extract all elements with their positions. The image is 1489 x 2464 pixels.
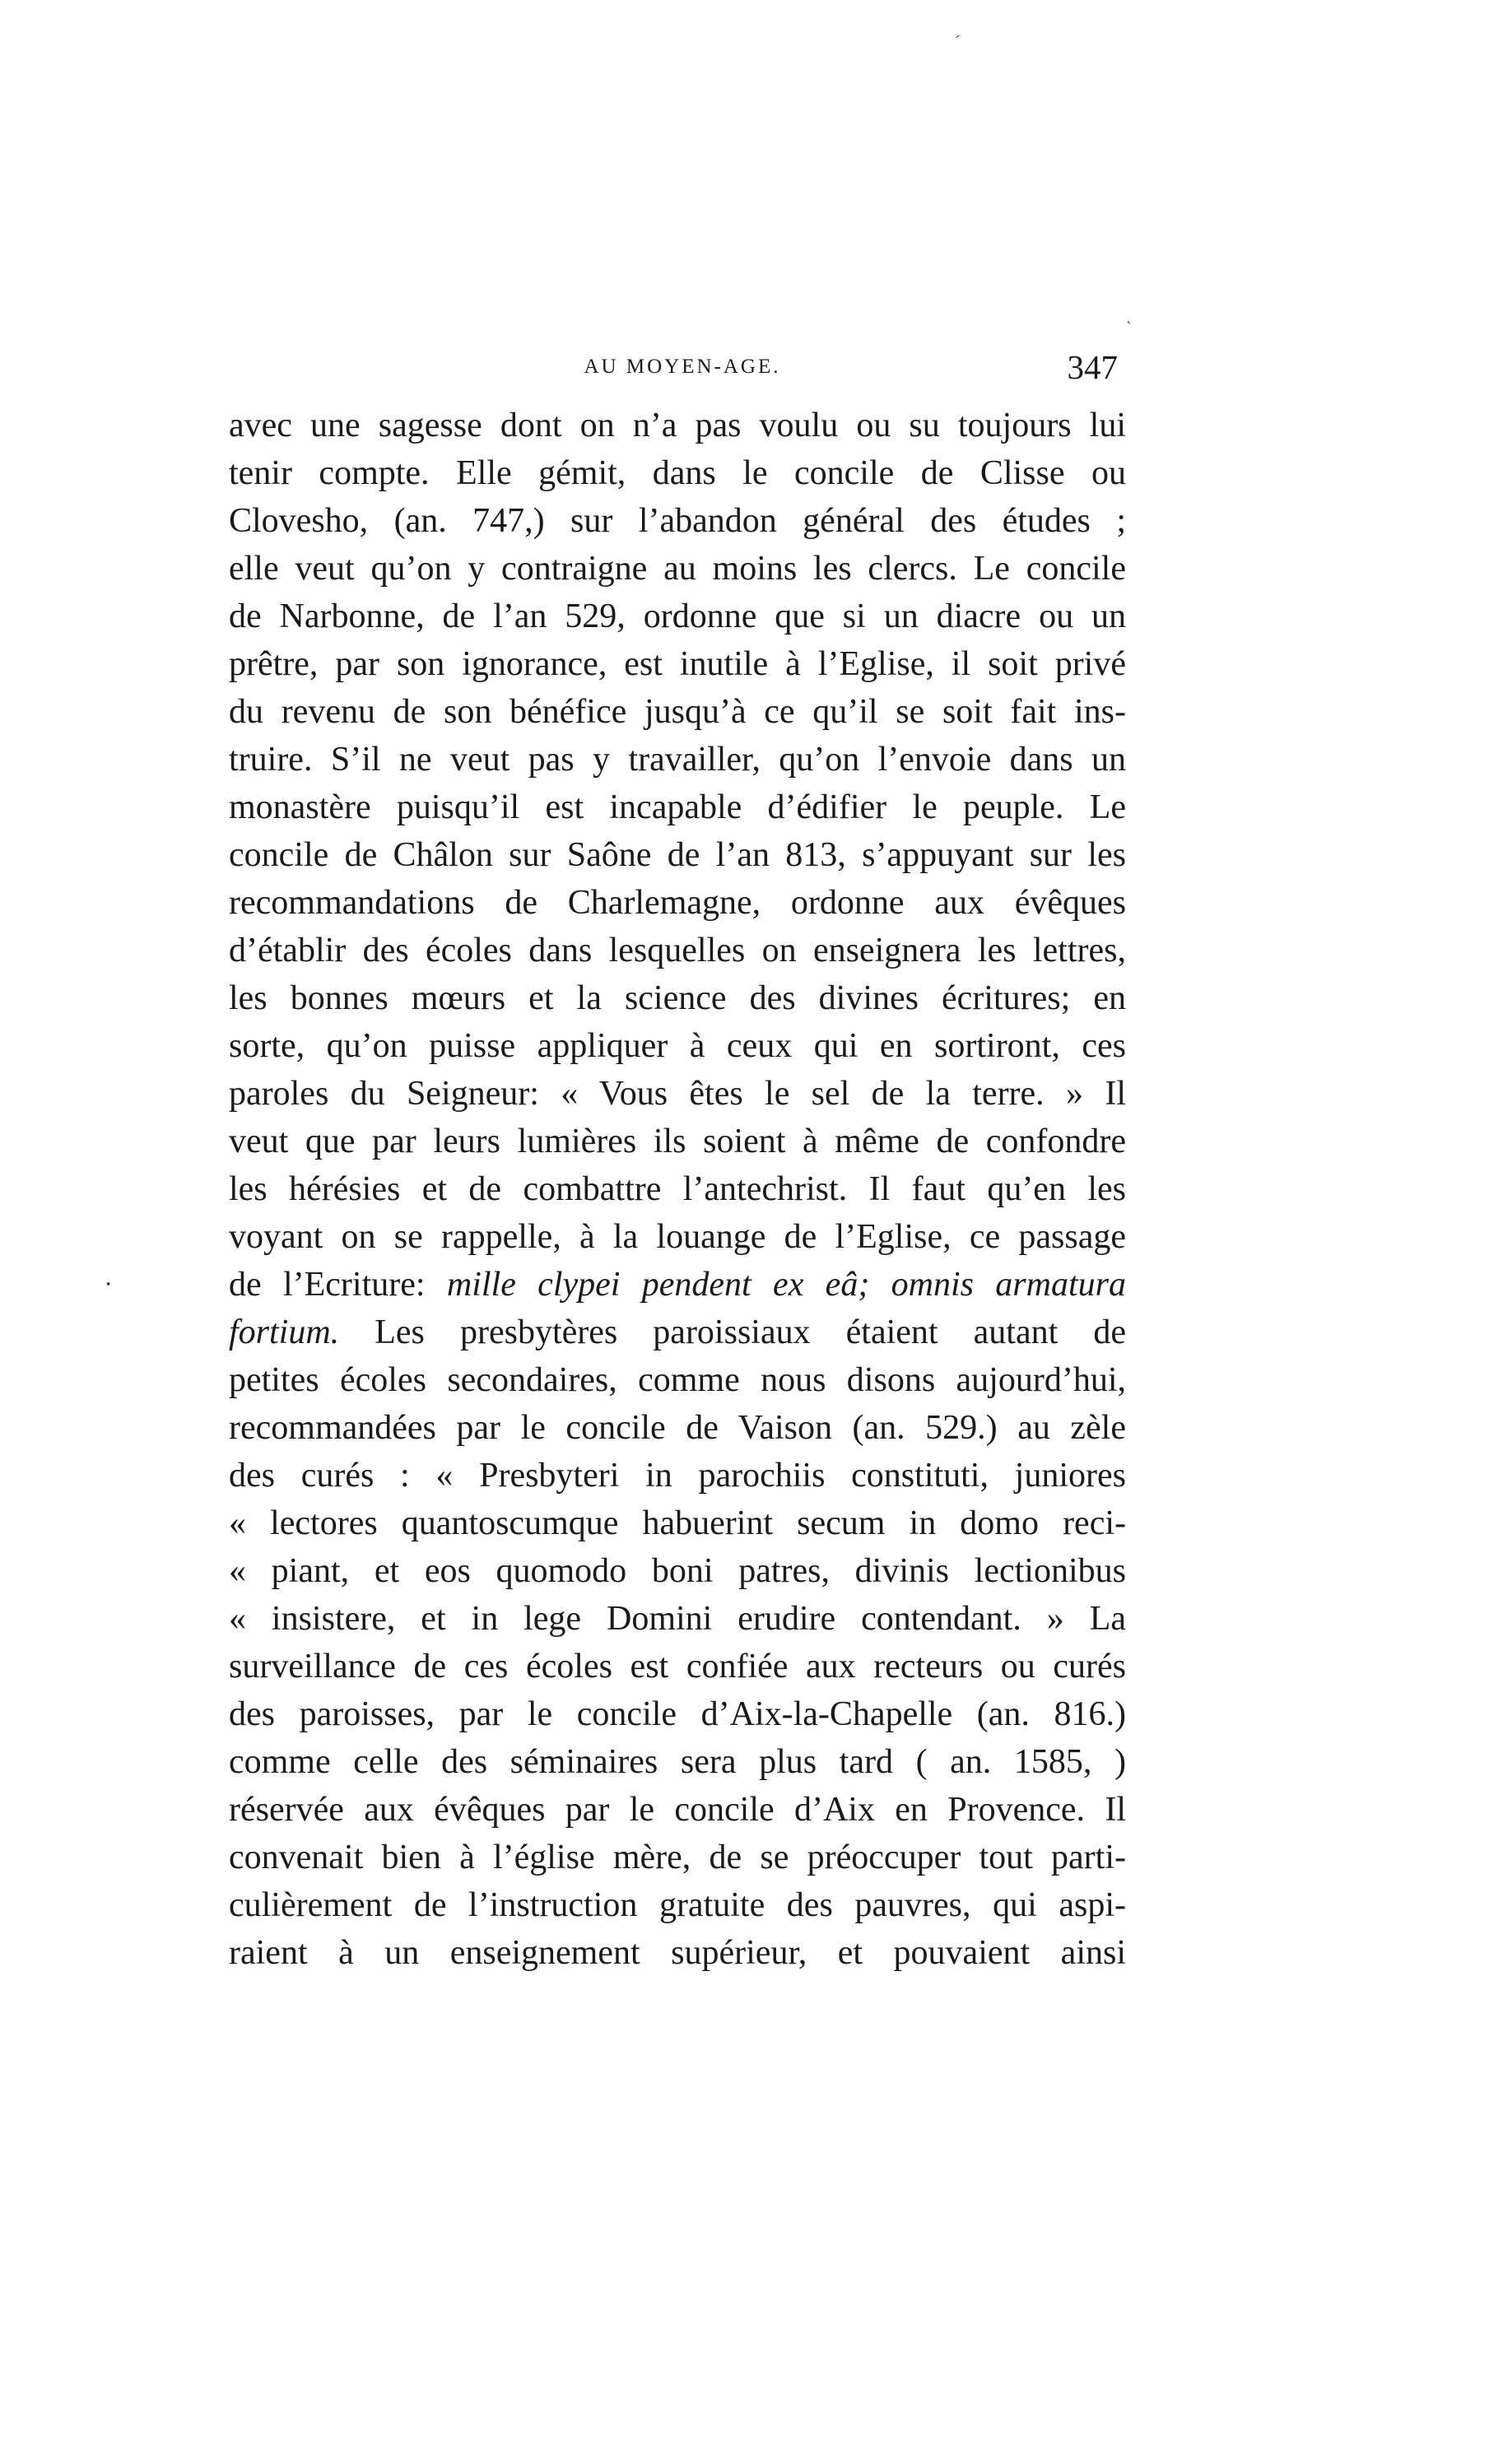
text-line <box>229 1309 1126 1356</box>
line-text: de l’Ecriture: <box>229 1266 447 1304</box>
text-line <box>229 831 1126 879</box>
text-line <box>229 497 1126 545</box>
text-line <box>229 545 1126 593</box>
text-line <box>229 1070 1126 1118</box>
line-text: Clovesho, (an. 747,) sur l’abandon général des études ; <box>229 502 1126 540</box>
line-text: de Narbonne, de l’an 529, ordonne que si un diacre ou un <box>229 597 1126 635</box>
margin-dot: · <box>104 1269 114 1299</box>
text-line <box>229 1738 1126 1786</box>
stray-mark: ˏ <box>1126 306 1132 324</box>
line-text: raient à un enseignement supérieur, et pouvaient ainsi <box>229 1934 1126 1972</box>
text-line <box>229 1786 1126 1834</box>
line-text: petites écoles secondaires, comme nous disons aujourd’hui, <box>229 1361 1126 1399</box>
text-line <box>229 1452 1126 1499</box>
text-line <box>229 1356 1126 1404</box>
line-text: elle veut qu’on y contraigne au moins les clercs. Le concile <box>229 550 1126 588</box>
stray-mark: ´ <box>955 33 961 51</box>
text-line <box>229 1690 1126 1738</box>
body-text <box>229 402 1126 1977</box>
line-text: d’établir des écoles dans lesquelles on enseignera les lettres, <box>229 932 1126 969</box>
running-title: AU MOYEN-AGE. <box>584 356 781 378</box>
text-line <box>229 927 1126 974</box>
line-text: prêtre, par son ignorance, est inutile à l’Eglise, il soit privé <box>229 645 1126 683</box>
line-text: concile de Châlon sur Saône de l’an 813, s’appuyant sur les <box>229 836 1126 874</box>
running-head <box>229 344 1136 393</box>
line-text: du revenu de son bénéfice jusqu’à ce qu’il se soit fait ins- <box>229 693 1126 731</box>
line-text: veut que par leurs lumières ils soient à même de confondre <box>229 1123 1126 1160</box>
line-text: recommandées par le concile de Vaison (an. 529.) au zèle <box>229 1409 1126 1447</box>
line-text: surveillance de ces écoles est confiée aux recteurs ou curés <box>229 1648 1126 1685</box>
italic-text: fortium. <box>229 1313 340 1351</box>
text-line <box>229 1643 1126 1690</box>
page-number: 347 <box>1067 348 1118 386</box>
text-line <box>229 593 1126 640</box>
line-text: « insistere, et in lege Domini erudire contendant. » La <box>229 1600 1126 1638</box>
text-line <box>229 688 1126 736</box>
line-text: comme celle des séminaires sera plus tard ( an. 1585, ) <box>229 1743 1126 1781</box>
line-text: des curés : « Presbyteri in parochiis constituti, juniores <box>229 1457 1126 1495</box>
line-text: « piant, et eos quomodo boni patres, divinis lectionibus <box>229 1552 1126 1590</box>
text-line <box>229 1595 1126 1643</box>
line-text: « lectores quantoscumque habuerint secum in domo reci- <box>229 1504 1126 1542</box>
text-line <box>229 1929 1126 1977</box>
text-line <box>229 1165 1126 1213</box>
line-text: réservée aux évêques par le concile d’Aix en Provence. Il <box>229 1791 1126 1829</box>
text-line <box>229 1499 1126 1547</box>
text-line <box>229 449 1126 497</box>
line-text: paroles du Seigneur: « Vous êtes le sel de la terre. » Il <box>229 1075 1126 1113</box>
line-text: convenait bien à l’église mère, de se préoccuper tout parti- <box>229 1839 1126 1876</box>
text-line <box>229 879 1126 927</box>
line-text: sorte, qu’on puisse appliquer à ceux qui en sortiront, ces <box>229 1027 1126 1065</box>
line-text: Les presbytères paroissiaux étaient autant de <box>339 1313 1126 1351</box>
text-line <box>229 1881 1126 1929</box>
text-line <box>229 1404 1126 1452</box>
line-text: des paroisses, par le concile d’Aix-la-Chapelle (an. 816.) <box>229 1695 1126 1733</box>
line-text: avec une sagesse dont on n’a pas voulu ou su toujours lui <box>229 407 1126 444</box>
line-text: monastère puisqu’il est incapable d’édifier le peuple. Le <box>229 788 1126 826</box>
text-line <box>229 640 1126 688</box>
text-line <box>229 783 1126 831</box>
text-line <box>229 1261 1126 1309</box>
line-text: recommandations de Charlemagne, ordonne aux évêques <box>229 884 1126 922</box>
text-line <box>229 736 1126 783</box>
line-text: culièrement de l’instruction gratuite des pauvres, qui aspi- <box>229 1886 1126 1924</box>
text-line <box>229 974 1126 1022</box>
line-text: truire. S’il ne veut pas y travailler, qu’on l’envoie dans un <box>229 741 1126 779</box>
text-line <box>229 1547 1126 1595</box>
text-line <box>229 1022 1126 1070</box>
line-text: tenir compte. Elle gémit, dans le concile de Clisse ou <box>229 454 1126 492</box>
line-text: les bonnes mœurs et la science des divines écritures; en <box>229 979 1126 1017</box>
text-line <box>229 402 1126 449</box>
italic-text: mille clypei pendent ex eâ; omnis armatura <box>446 1266 1126 1304</box>
text-line <box>229 1118 1126 1165</box>
line-text: voyant on se rappelle, à la louange de l’Eglise, ce passage <box>229 1218 1126 1256</box>
line-text: les hérésies et de combattre l’antechrist. Il faut qu’en les <box>229 1170 1126 1208</box>
text-line <box>229 1834 1126 1881</box>
text-line <box>229 1213 1126 1261</box>
